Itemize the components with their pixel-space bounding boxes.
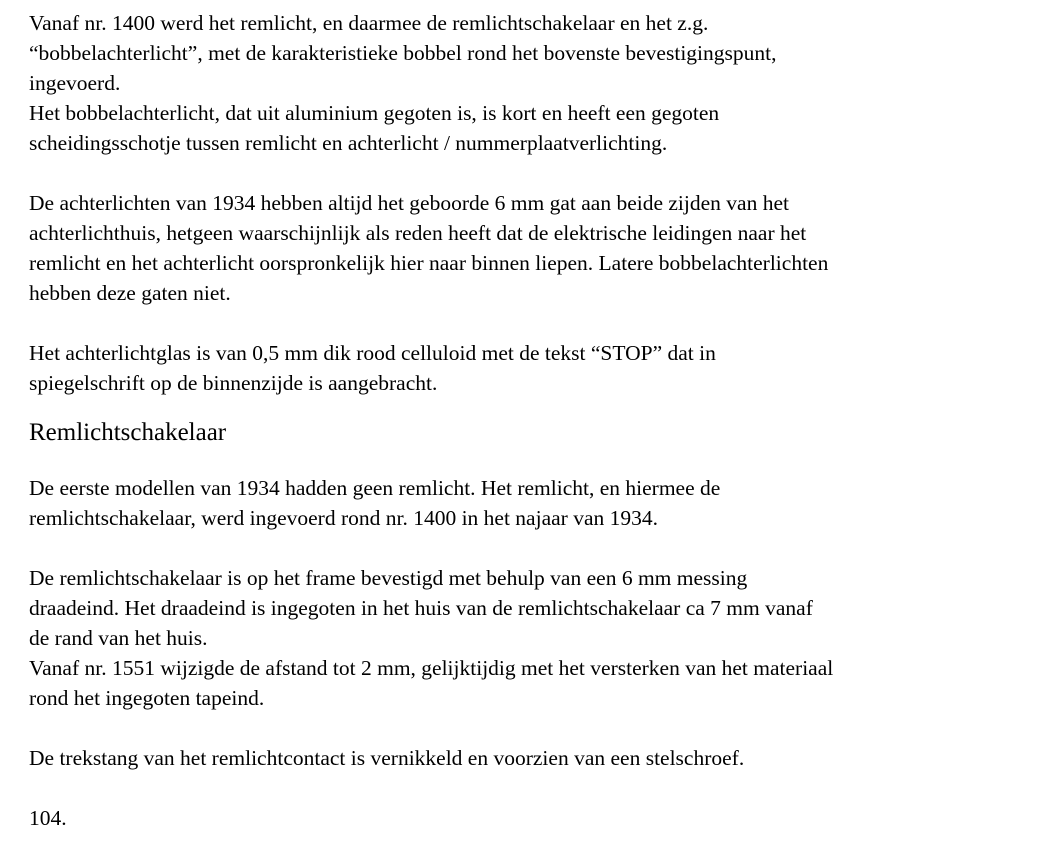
text-line: spiegelschrift op de binnenzijde is aangebracht.: [29, 371, 438, 395]
text-line: Vanaf nr. 1400 werd het remlicht, en daarmee de remlichtschakelaar en het z.g.: [29, 11, 709, 35]
text-line: De trekstang van het remlichtcontact is vernikkeld en voorzien van een stelschroef.: [29, 746, 745, 770]
paragraph-achterlichtglas: [29, 338, 1049, 398]
paragraph-gap: [29, 533, 1049, 563]
text-line: rond het ingegoten tapeind.: [29, 686, 265, 710]
paragraph-gap: [29, 773, 1049, 803]
paragraph-gap: [29, 713, 1049, 743]
text-line: draadeind. Het draadeind is ingegoten in het huis van de remlichtschakelaar ca 7 mm vanaf: [29, 596, 813, 620]
text-line: Vanaf nr. 1551 wijzigde de afstand tot 2 mm, gelijktijdig met het versterken van het materiaal: [29, 656, 834, 680]
paragraph-eerste-modellen: [29, 473, 1049, 533]
paragraph-gap: [29, 308, 1049, 338]
text-line: hebben deze gaten niet.: [29, 281, 231, 305]
text-line: remlichtschakelaar, werd ingevoerd rond nr. 1400 in het najaar van 1934.: [29, 506, 658, 530]
section-heading: Remlichtschakelaar: [29, 419, 227, 446]
paragraph-gap: [29, 158, 1049, 188]
paragraph-trekstang: [29, 743, 1049, 773]
paragraph-achterlichten-1934: [29, 188, 1049, 308]
text-line: De achterlichten van 1934 hebben altijd het geboorde 6 mm gat aan beide zijden van het: [29, 191, 789, 215]
text-line: achterlichthuis, hetgeen waarschijnlijk als reden heeft dat de elektrische leidingen naar het: [29, 221, 807, 245]
page-number: 104.: [29, 806, 67, 830]
text-line: Het achterlichtglas is van 0,5 mm dik rood celluloid met de tekst “STOP” dat in: [29, 341, 716, 365]
text-line: remlicht en het achterlicht oorspronkelijk hier naar binnen liepen. Latere bobbelachterlichten: [29, 251, 829, 275]
paragraph-bobbelachterlicht: [29, 8, 1049, 158]
document-page: [29, 8, 1049, 833]
text-line: scheidingsschotje tussen remlicht en achterlicht / nummerplaatverlichting.: [29, 131, 668, 155]
text-line: “bobbelachterlicht”, met de karakteristieke bobbel rond het bovenste bevestigingspunt,: [29, 41, 777, 65]
text-line: Het bobbelachterlicht, dat uit aluminium gegoten is, is kort en heeft een gegoten: [29, 101, 720, 125]
text-line: De remlichtschakelaar is op het frame bevestigd met behulp van een 6 mm messing: [29, 566, 748, 590]
text-line: de rand van het huis.: [29, 626, 208, 650]
text-line: De eerste modellen van 1934 hadden geen remlicht. Het remlicht, en hiermee de: [29, 476, 721, 500]
paragraph-bevestiging: [29, 563, 1049, 713]
text-line: ingevoerd.: [29, 71, 121, 95]
